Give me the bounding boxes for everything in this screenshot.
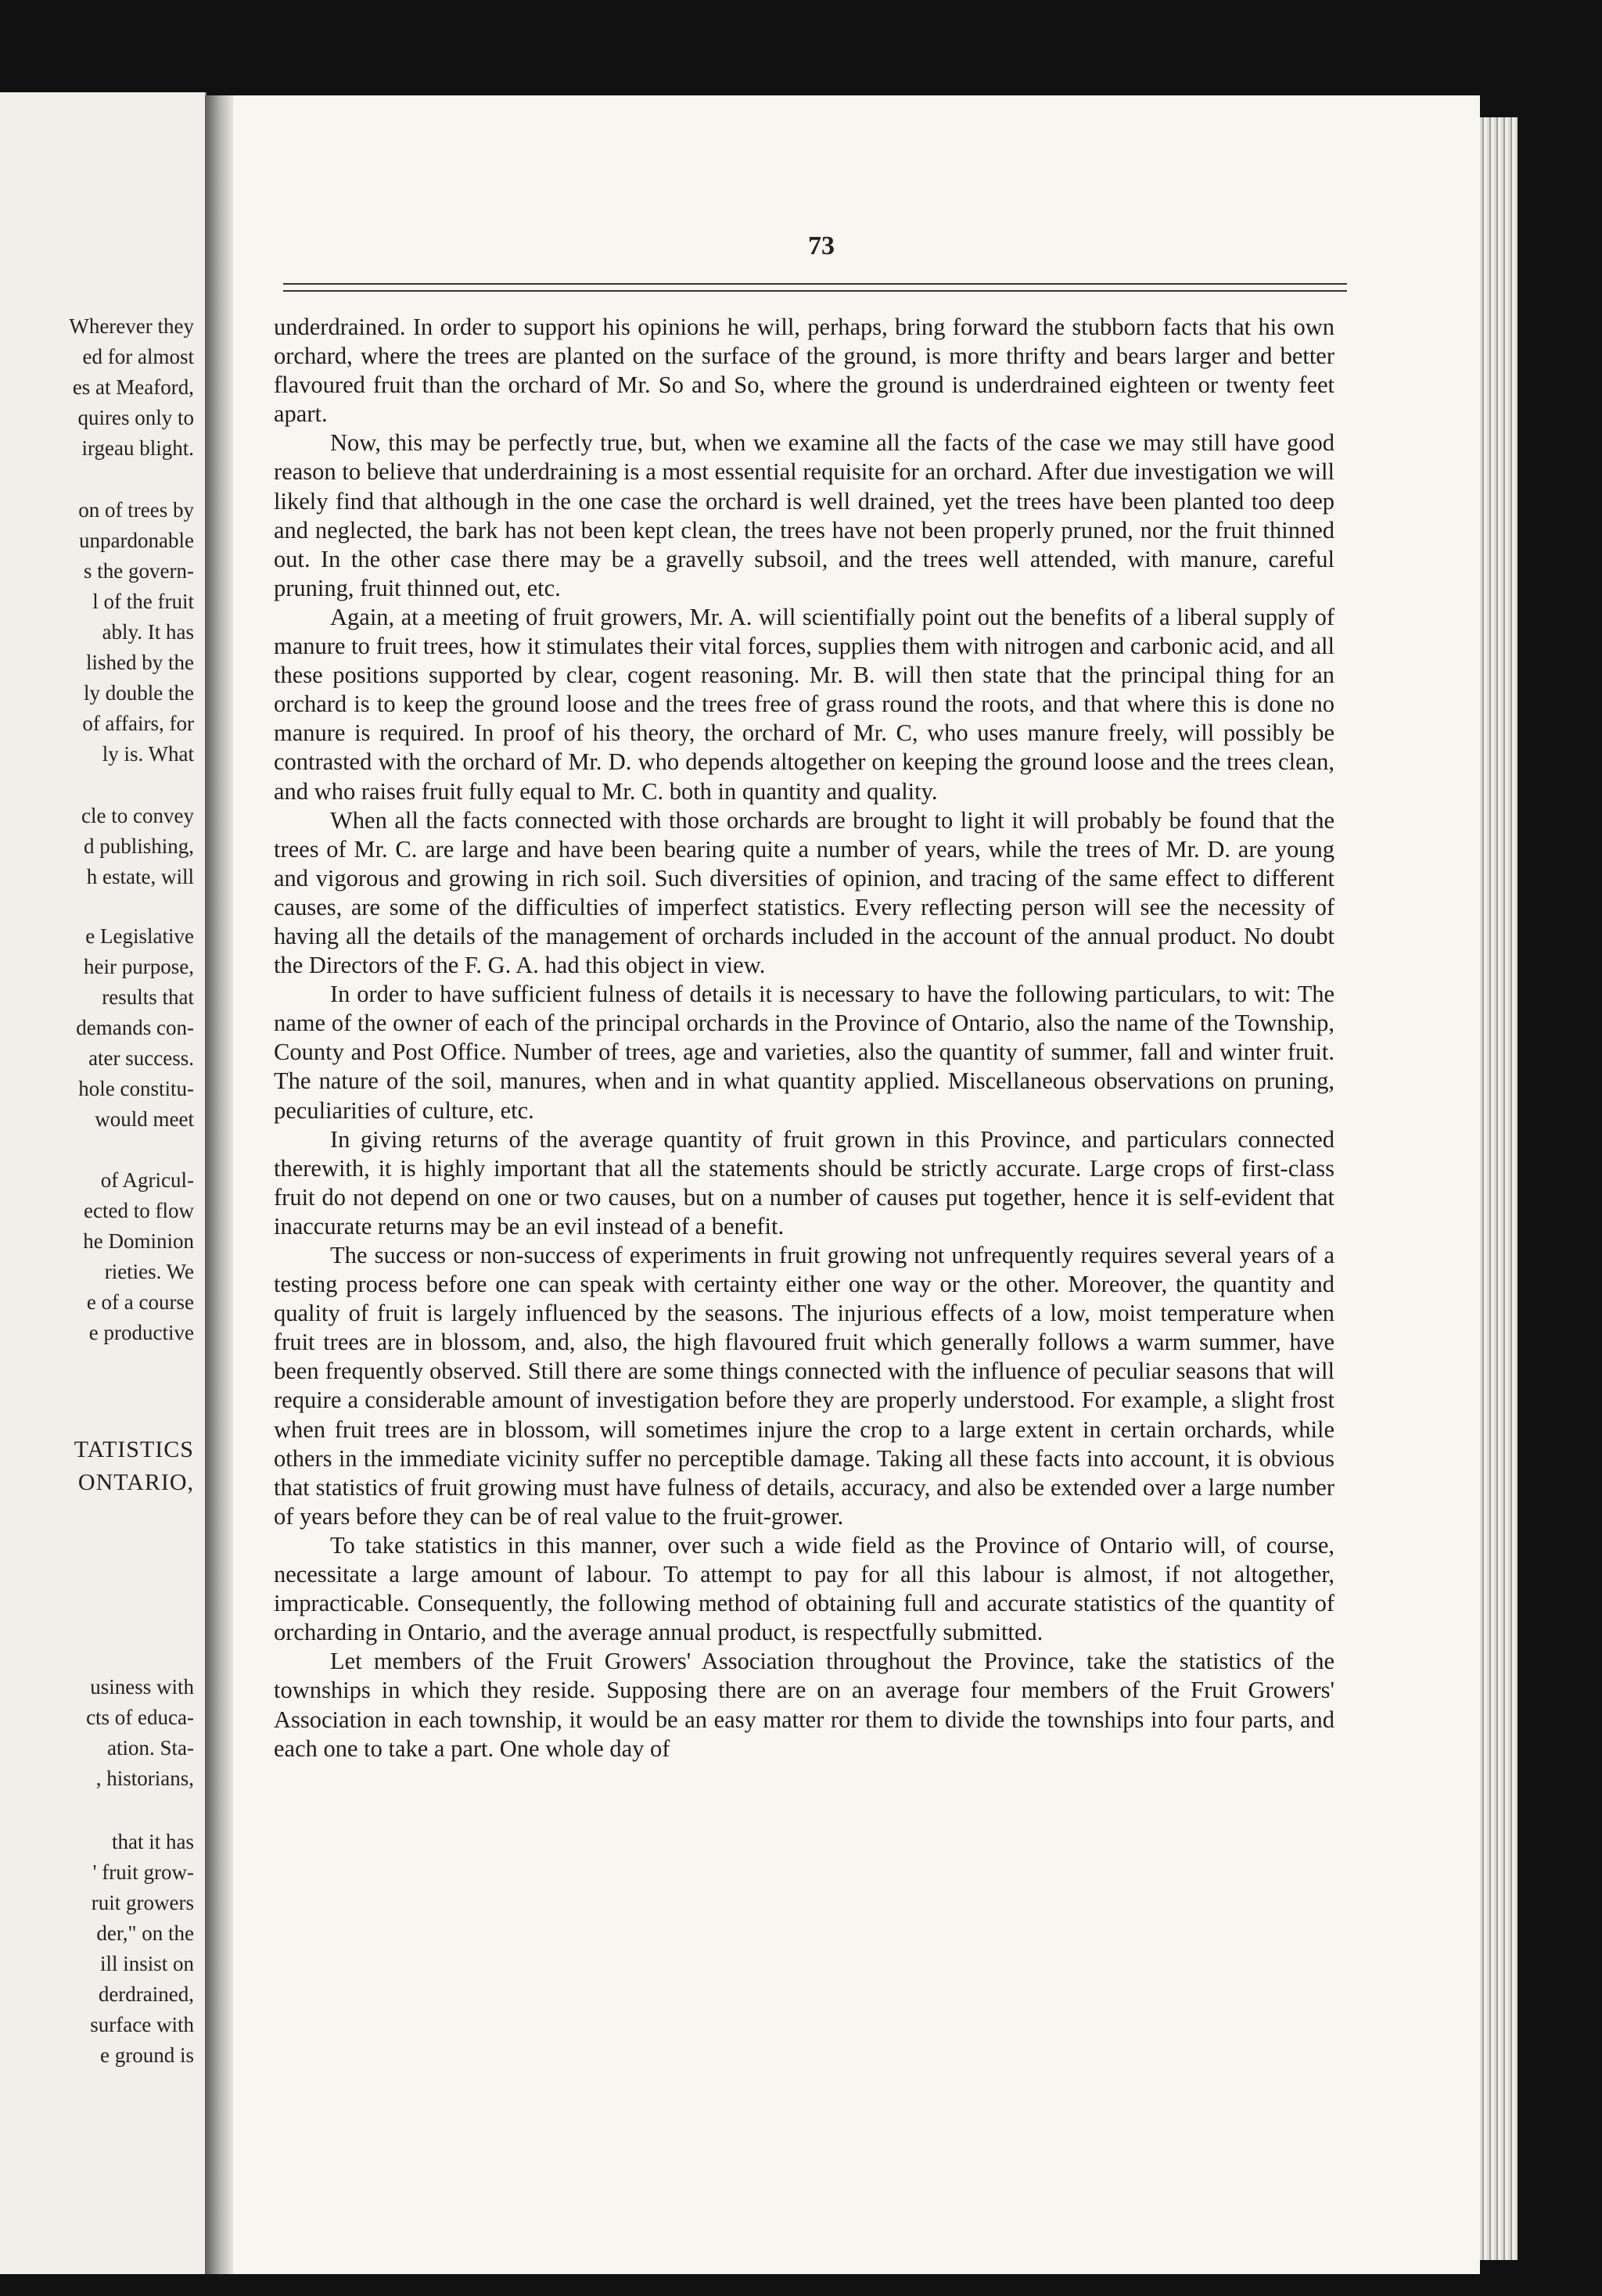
facing-line: demands con- (76, 1016, 194, 1039)
book-gutter (205, 95, 233, 2274)
facing-line: l of the fruit (92, 590, 194, 613)
paragraph: The success or non-success of experiments in fruit growing not unfrequently requires several years of a testing process before one can speak with certainty either one way or the other. Moreover, the quantity and quality of fruit is largely influenced by the seasons. The injurious effects of a low, moist temperature when fruit trees are in blossom, and, also, the high flavoured fruit which generally follows a warm summer, have been frequently observed. Still there are some things connected with the influence of peculiar seasons that will require a considerable amount of investigation before they are properly understood. For example, a slight frost when fruit trees are in blossom, will sometimes injure the crop to a large extent in certain orchards, while others in the immediate vicinity suffer no perceptible damage. Taking all these facts into account, it is obvious that statistics of fruit growing must have fulness of details, accuracy, and also be extended over a large number of years before they can be of real value to the fruit-grower. (274, 1242, 1334, 1530)
paragraph: underdrained. In order to support his opinions he will, perhaps, bring forward the stubborn facts that his own orchard, where the trees are planted on the surface of the ground, is more thrifty and bears larger and better flavoured fruit than the orchard of Mr. So and So, where the ground is underdrained eighteen or twenty feet apart. (274, 314, 1334, 428)
paragraph: To take statistics in this manner, over such a wide field as the Province of Ontario will, of course, necessitate a large amount of labour. To attempt to pay for all this labour is almost, if not altogether, impracticable. Consequently, the following method of obtaining full and accurate statistics of the quantity of orcharding in Ontario, and the average annual product, is respectfully submitted. (274, 1531, 1334, 1646)
facing-line: of affairs, for (82, 712, 194, 735)
facing-line: that it has (112, 1830, 194, 1853)
paragraph: In order to have sufficient fulness of details it is necessary to have the following particulars, to wit: The name of the owner of each of the principal orchards in the Province of Ontario, also the name of the Township, County and Post Office. Number of trees, age and varieties, also the quantity of summer, fall and winter fruit. The nature of the soil, manures, when and in what quantity applied. Miscellaneous observations on pruning, peculiarities of culture, etc. (274, 981, 1334, 1124)
header-rule (283, 290, 1347, 292)
facing-line: ill insist on (99, 1952, 194, 1975)
facing-line: lished by the (86, 651, 194, 674)
facing-line: ably. It has (102, 620, 194, 644)
facing-line: irgeau blight. (81, 436, 194, 460)
facing-line: rieties. We (104, 1260, 194, 1283)
facing-line: results that (102, 985, 194, 1009)
facing-line: ed for almost (82, 345, 194, 368)
facing-line: h estate, will (86, 865, 194, 888)
facing-line: derdrained, (98, 1982, 194, 2006)
facing-line: cle to convey (81, 804, 194, 827)
facing-line: ruit growers (91, 1891, 194, 1914)
facing-line: e productive (88, 1321, 194, 1344)
facing-line: d publishing, (83, 834, 194, 858)
facing-line: ected to flow (84, 1199, 194, 1222)
page-body (274, 313, 1334, 1763)
facing-line: ation. Sta- (107, 1736, 194, 1760)
facing-line: hole constitu- (78, 1077, 194, 1100)
page-edges (1480, 117, 1518, 2260)
facing-heading: TATISTICS (74, 1437, 194, 1462)
facing-line: of Agricul- (100, 1168, 194, 1192)
page-number: 73 (808, 231, 835, 260)
facing-line: ater success. (88, 1046, 194, 1070)
paragraph: Let members of the Fruit Growers' Association throughout the Province, take the statistics of the townships in which they reside. Supposing there are on an average four members of the Fruit Growers' Association in each township, it would be an easy matter ror them to divide the townships into four parts, and each one to take a part. One whole day of (274, 1648, 1334, 1762)
facing-line: usiness with (90, 1675, 194, 1699)
paragraph: In giving returns of the average quantity of fruit grown in this Province, and particulars connected therewith, it is highly important that all the statements should be strictly accurate. Large crops of first-class fruit do not depend on one or two causes, but on a number of causes put together, hence it is self-evident that inaccurate returns may be an evil instead of a benefit. (274, 1125, 1334, 1239)
facing-line: s the govern- (84, 559, 194, 583)
facing-line: quires only to (77, 406, 194, 429)
facing-line: ' fruit grow- (92, 1860, 194, 1884)
facing-line: Wherever they (69, 314, 194, 338)
facing-line: would meet (95, 1107, 194, 1131)
facing-line: heir purpose, (84, 955, 194, 978)
facing-line: e Legislative (85, 924, 194, 948)
facing-page (0, 92, 207, 2274)
facing-line: ly double the (84, 681, 194, 705)
facing-line: unpardonable (79, 529, 194, 552)
facing-line: es at Meaford, (72, 375, 194, 399)
facing-line: e ground is (100, 2043, 194, 2067)
paragraph: Now, this may be perfectly true, but, when we examine all the facts of the case we may still have good reason to believe that underdraining is a most essential requisite for an orchard. After due investigation we will likely find that although in the one case the orchard is well drained, yet the trees have been planted too deep and neglected, the bark has not been kept clean, the trees have not been properly pruned, nor the fruit thinned out. In the other case there may be a gravelly subsoil, and the trees well attended, with manure, careful pruning, fruit thinned out, etc. (274, 429, 1334, 601)
facing-heading: ONTARIO, (77, 1469, 194, 1495)
paragraph: When all the facts connected with those orchards are brought to light it will probably be found that the trees of Mr. C. are large and have been bearing quite a number of years, while the trees of Mr. D. are young and vigorous and growing in rich soil. Such diversities of opinion, and tracing of the same effect to different causes, are some of the difficulties of imperfect statistics. Every reflecting person will see the necessity of having all the details of the management of orchards included in the account of the annual product. No doubt the Directors of the F. G. A. had this object in view. (274, 806, 1334, 979)
header-rule (283, 283, 1347, 285)
facing-line: cts of educa- (86, 1706, 194, 1729)
facing-line: surface with (90, 2013, 194, 2036)
facing-line: on of trees by (78, 498, 194, 522)
facing-line: , historians, (95, 1767, 194, 1790)
paragraph: Again, at a meeting of fruit growers, Mr. A. will scientifially point out the benefits of a liberal supply of manure to fruit trees, how it stimulates their vital forces, supplies them with nitrogen and carbonic acid, and all these positions supported by clear, cogent reasoning. Mr. B. will then state that the principal thing for an orchard is to keep the ground loose and the trees free of grass round the roots, and that where this is done no manure is required. In proof of his theory, the orchard of Mr. C, who uses manure freely, will possibly be contrasted with the orchard of Mr. D. who depends altogether on keeping the ground loose and the trees clean, and who raises fruit fully equal to Mr. C. both in quantity and quality. (274, 603, 1334, 805)
facing-line: e of a course (86, 1290, 194, 1314)
facing-line: ly is. What (102, 742, 194, 766)
facing-line: der," on the (96, 1921, 194, 1945)
facing-line: he Dominion (83, 1229, 194, 1253)
